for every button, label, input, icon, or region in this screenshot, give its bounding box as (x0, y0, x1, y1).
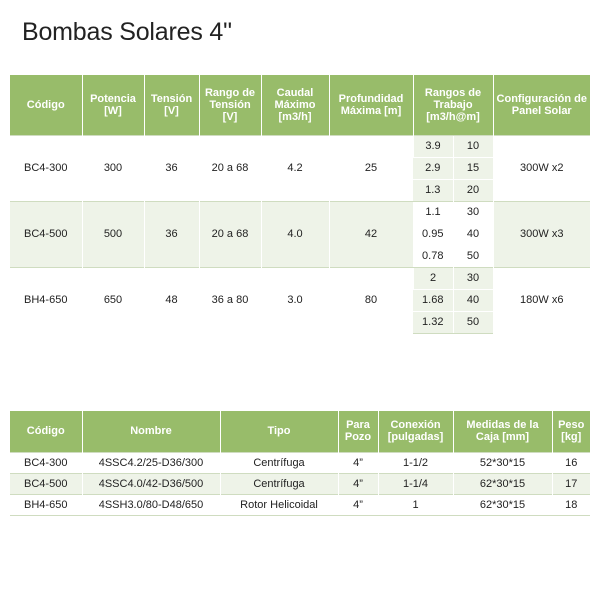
cell-peso: 18 (552, 494, 590, 515)
cell-potencia: 300 (82, 135, 144, 201)
cell-trabajo-altura: 50 (453, 245, 493, 267)
header-rango-tension: Rango de Tensión [V] (199, 75, 261, 135)
cell-caudal: 4.2 (261, 135, 329, 201)
cell-trabajo-caudal: 1.3 (413, 179, 453, 201)
cell-trabajo-altura: 10 (453, 135, 493, 157)
cell-trabajo-altura: 20 (453, 179, 493, 201)
cell-peso: 17 (552, 473, 590, 494)
header-peso: Peso [kg] (552, 411, 590, 452)
cell-codigo: BH4-650 (10, 267, 82, 333)
pump-group (10, 267, 590, 333)
cell-profundidad: 42 (329, 201, 413, 267)
cell-trabajo-altura: 30 (453, 267, 493, 289)
header-caudal-maximo: Caudal Máximo [m3/h] (261, 75, 329, 135)
table-header-row (10, 411, 590, 452)
cell-trabajo-caudal: 0.95 (413, 223, 453, 245)
cell-medidas: 52*30*15 (453, 452, 552, 473)
cell-potencia: 650 (82, 267, 144, 333)
header-potencia: Potencia [W] (82, 75, 144, 135)
cell-trabajo-altura: 40 (453, 223, 493, 245)
table-row (10, 135, 590, 157)
cell-config: 300W x2 (493, 135, 590, 201)
cell-rango: 36 a 80 (199, 267, 261, 333)
cell-caudal: 3.0 (261, 267, 329, 333)
cell-trabajo-altura: 40 (453, 289, 493, 311)
cell-medidas: 62*30*15 (453, 473, 552, 494)
cell-tension: 36 (144, 201, 199, 267)
header-codigo: Código (10, 75, 82, 135)
cell-conexion: 1 (378, 494, 453, 515)
header-profundidad-maxima: Profundidad Máxima [m] (329, 75, 413, 135)
cell-tension: 36 (144, 135, 199, 201)
cell-medidas: 62*30*15 (453, 494, 552, 515)
cell-trabajo-caudal: 1.1 (413, 201, 453, 223)
header-medidas-caja: Medidas de la Caja [mm] (453, 411, 552, 452)
header-codigo: Código (10, 411, 82, 452)
cell-nombre: 4SSH3.0/80-D48/650 (82, 494, 220, 515)
cell-trabajo-caudal: 1.32 (413, 311, 453, 333)
cell-trabajo-altura: 50 (453, 311, 493, 333)
table-row (10, 452, 590, 473)
cell-nombre: 4SSC4.0/42-D36/500 (82, 473, 220, 494)
header-config-panel: Configuración de Panel Solar (493, 75, 590, 135)
cell-trabajo-caudal: 2 (413, 267, 453, 289)
cell-trabajo-caudal: 1.68 (413, 289, 453, 311)
cell-config: 180W x6 (493, 267, 590, 333)
cell-nombre: 4SSC4.2/25-D36/300 (82, 452, 220, 473)
header-tension: Tensión [V] (144, 75, 199, 135)
cell-para-pozo: 4” (338, 473, 378, 494)
cell-profundidad: 25 (329, 135, 413, 201)
cell-para-pozo: 4” (338, 494, 378, 515)
cell-peso: 16 (552, 452, 590, 473)
cell-codigo: BC4-500 (10, 473, 82, 494)
table-row (10, 494, 590, 515)
cell-trabajo-caudal: 0.78 (413, 245, 453, 267)
cell-codigo: BC4-300 (10, 135, 82, 201)
table-row (10, 201, 590, 223)
cell-rango: 20 a 68 (199, 201, 261, 267)
table-row (10, 267, 590, 289)
cell-codigo: BC4-300 (10, 452, 82, 473)
header-rangos-trabajo: Rangos de Trabajo [m3/h@m] (413, 75, 493, 135)
cell-trabajo-altura: 30 (453, 201, 493, 223)
cell-caudal: 4.0 (261, 201, 329, 267)
table-header-row (10, 75, 590, 135)
cell-trabajo-altura: 15 (453, 157, 493, 179)
cell-config: 300W x3 (493, 201, 590, 267)
cell-tension: 48 (144, 267, 199, 333)
cell-tipo: Centrífuga (220, 452, 338, 473)
cell-conexion: 1-1/4 (378, 473, 453, 494)
cell-para-pozo: 4” (338, 452, 378, 473)
cell-conexion: 1-1/2 (378, 452, 453, 473)
header-para-pozo: Para Pozo (338, 411, 378, 452)
cell-trabajo-caudal: 3.9 (413, 135, 453, 157)
page-title: Bombas Solares 4" (22, 18, 232, 46)
cell-profundidad: 80 (329, 267, 413, 333)
header-tipo: Tipo (220, 411, 338, 452)
cell-codigo: BH4-650 (10, 494, 82, 515)
header-conexion: Conexión [pulgadas] (378, 411, 453, 452)
cell-tipo: Rotor Helicoidal (220, 494, 338, 515)
cell-tipo: Centrífuga (220, 473, 338, 494)
table-row (10, 473, 590, 494)
cell-rango: 20 a 68 (199, 135, 261, 201)
pump-group (10, 201, 590, 267)
header-nombre: Nombre (82, 411, 220, 452)
cell-codigo: BC4-500 (10, 201, 82, 267)
pump-details-table (10, 411, 590, 516)
cell-potencia: 500 (82, 201, 144, 267)
pump-specs-table (10, 75, 590, 334)
pump-group (10, 135, 590, 201)
cell-trabajo-caudal: 2.9 (413, 157, 453, 179)
